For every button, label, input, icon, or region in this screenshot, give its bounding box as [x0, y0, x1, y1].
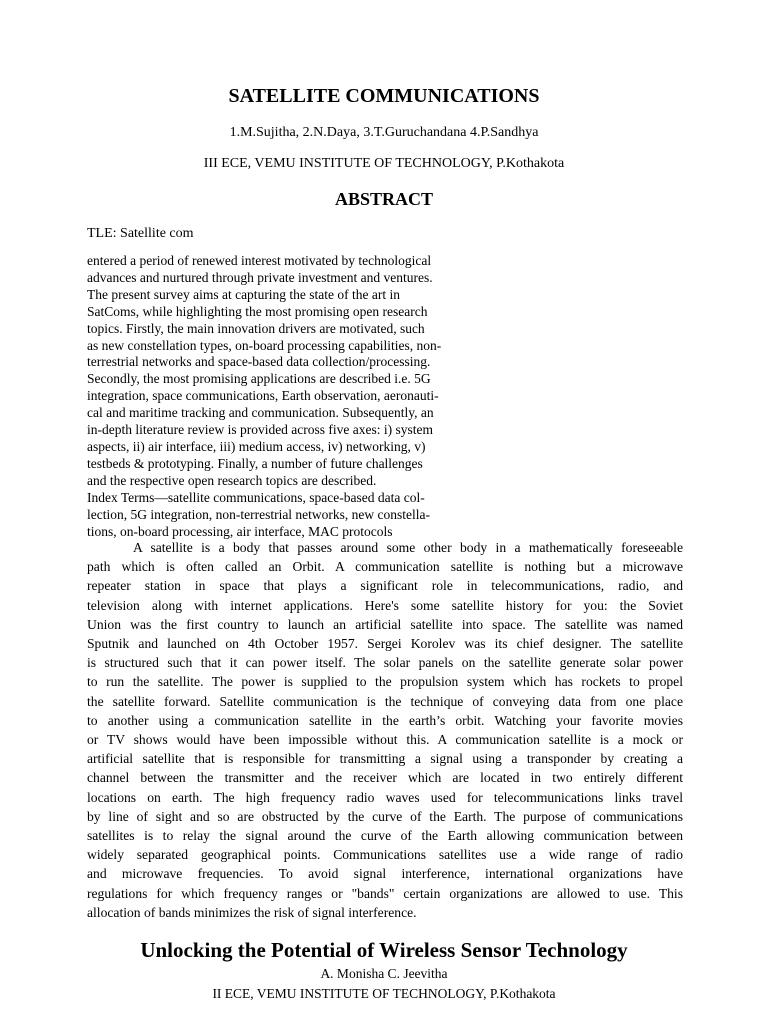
- abstract-line: entered a period of renewed interest motivated by technological: [87, 253, 432, 268]
- body-line: and microwave frequencies. To avoid signal interference, international organizations have: [87, 866, 683, 882]
- body-line: artificial satellite that is responsible for transmitting a signal using a transponder by creating a: [87, 751, 683, 767]
- abstract-line: Index Terms—satellite communications, space-based data col-: [87, 489, 425, 505]
- next-paper-authors: A. Monisha C. Jeevitha: [320, 966, 448, 981]
- abstract-line: cal and maritime tracking and communication. Subsequently, an: [87, 405, 434, 421]
- body-line: locations on earth. The high frequency radio waves used for telecommunications links travel: [87, 789, 683, 805]
- body-line: by line of sight and so are obstructed by the curve of the Earth. The purpose of communications: [87, 808, 683, 824]
- body-line: regulations for which frequency ranges or "bands" certain organizations are allowed to use. This: [87, 885, 683, 901]
- paper-affiliation: III ECE, VEMU INSTITUTE OF TECHNOLOGY, P.Kothakota: [203, 156, 565, 171]
- body-line: is structured such that it can power itself. The solar panels on the satellite generate solar power: [87, 655, 683, 671]
- body-line: or TV shows would have been impossible without this. A communication satellite is a mock or: [87, 732, 683, 748]
- abstract-line: tions, on-board processing, air interface, MAC protocols: [87, 523, 393, 539]
- abstract-line: advances and nurtured through private investment and ventures.: [87, 269, 433, 285]
- next-paper-title: Unlocking the Potential of Wireless Sensor Technology: [140, 938, 628, 962]
- abstract-line: lection, 5G integration, non-terrestrial networks, new constella-: [87, 506, 431, 522]
- abstract-heading: ABSTRACT: [334, 189, 434, 209]
- body-line: path which is often called an Orbit. A communication satellite is nothing but a microwave: [87, 559, 683, 575]
- body-line: repeater station in space that plays a significant role in telecommunications, radio, and: [87, 578, 683, 594]
- abstract-line: topics. Firstly, the main innovation drivers are motivated, such: [87, 320, 425, 336]
- body-line: allocation of bands minimizes the risk of signal interference.: [87, 904, 417, 920]
- abstract-line: testbeds & prototyping. Finally, a number of future challenges: [87, 455, 423, 471]
- body-line: the satellite forward. Satellite communication is the technique of conveying data from one place: [87, 693, 683, 709]
- abstract-line: SatComs, while highlighting the most promising open research: [87, 303, 428, 319]
- body-line: widely separated geographical points. Communications satellites use a wide range of radio: [87, 847, 683, 863]
- abstract-line: Secondly, the most promising applications are described i.e. 5G: [87, 371, 431, 387]
- abstract-line: as new constellation types, on-board processing capabilities, non-: [87, 337, 442, 353]
- abstract-line: integration, space communications, Earth observation, aeronauti-: [87, 388, 439, 404]
- abstract-line: aspects, ii) air interface, iii) medium access, iv) networking, v): [87, 438, 426, 454]
- paper-title: SATELLITE COMMUNICATIONS: [228, 85, 540, 107]
- body-line: Sputnik and launched on 4th October 1957. Sergei Korolev was its chief designer. The satellite: [87, 636, 683, 652]
- body-paragraph: [87, 538, 683, 922]
- body-line: satellites is to relay the signal around the curve of the Earth allowing communication between: [87, 828, 683, 844]
- body-line: A satellite is a body that passes around some other body in a mathematically foreseeable: [133, 540, 683, 555]
- abstract-line: and the respective open research topics are described.: [87, 472, 377, 488]
- body-line: to run the satellite. The power is supplied to the propulsion system which has rockets to propel: [87, 674, 683, 690]
- body-line: channel between the transmitter and the receiver which are located in two entirely different: [87, 770, 683, 786]
- abstract-tle-line: TLE: Satellite com: [87, 226, 194, 241]
- abstract-line: in-depth literature review is provided across five axes: i) system: [87, 422, 434, 438]
- abstract-body: [87, 253, 507, 540]
- body-line: television along with internet applications. Here's some satellite history for you: the Soviet: [87, 597, 683, 613]
- body-line: Union was the first country to launch an artificial satellite into space. The satellite was named: [87, 616, 683, 632]
- next-paper-affiliation: II ECE, VEMU INSTITUTE OF TECHNOLOGY, P.Kothakota: [212, 986, 556, 1001]
- body-line: to another using a communication satellite in the earth’s orbit. Watching your favorite movies: [87, 712, 683, 728]
- abstract-line: terrestrial networks and space-based data collection/processing.: [87, 354, 431, 370]
- paper-authors: 1.M.Sujitha, 2.N.Daya, 3.T.Guruchandana 4.P.Sandhya: [229, 125, 539, 140]
- abstract-line: The present survey aims at capturing the state of the art in: [87, 286, 401, 302]
